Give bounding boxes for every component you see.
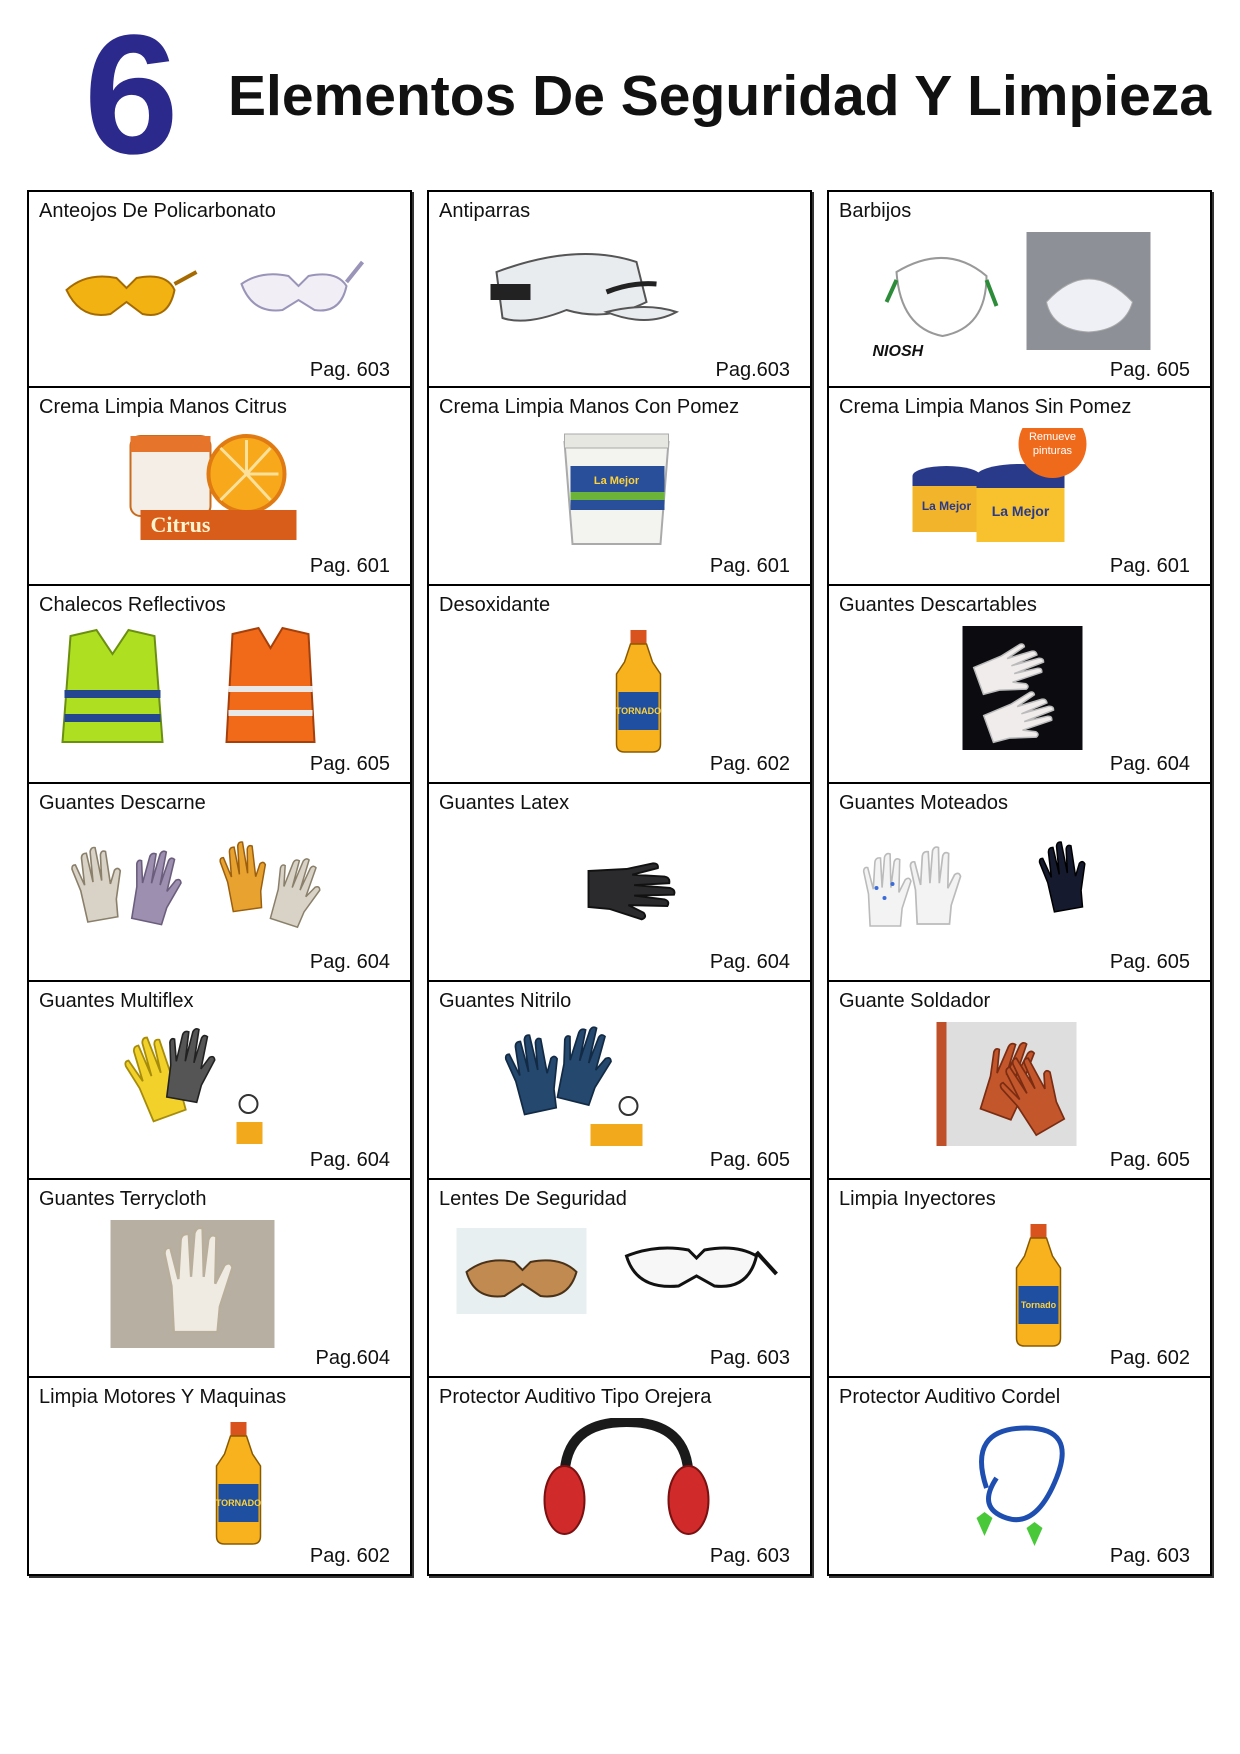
product-image bbox=[441, 1418, 798, 1540]
dotted-gloves-icon bbox=[841, 824, 1202, 952]
product-card[interactable] bbox=[427, 386, 812, 586]
product-name: Chalecos Reflectivos bbox=[39, 594, 226, 616]
svg-text:NIOSH: NIOSH bbox=[872, 343, 924, 360]
product-image bbox=[841, 232, 1198, 360]
product-card[interactable] bbox=[827, 1376, 1212, 1576]
svg-text:pinturas: pinturas bbox=[1032, 445, 1073, 457]
page-reference: Pag. 601 bbox=[309, 555, 390, 577]
bottle-icon bbox=[441, 626, 802, 754]
product-name: Anteojos De Policarbonato bbox=[39, 200, 276, 222]
multiflex-gloves-icon bbox=[41, 1022, 402, 1150]
page-reference: Pag. 604 bbox=[309, 1149, 390, 1171]
product-image bbox=[41, 428, 398, 550]
svg-text:Citrus: Citrus bbox=[150, 512, 211, 537]
page-reference: Pag. 603 bbox=[1109, 1545, 1190, 1567]
page-reference: Pag. 605 bbox=[1109, 359, 1190, 381]
svg-text:La Mejor: La Mejor bbox=[991, 503, 1050, 519]
bottle-icon bbox=[841, 1220, 1202, 1348]
product-card[interactable] bbox=[27, 584, 412, 784]
product-card[interactable] bbox=[427, 1376, 812, 1576]
safety-lenses-icon bbox=[441, 1220, 802, 1348]
product-card[interactable] bbox=[427, 190, 812, 390]
hand-cream-jar-icon bbox=[41, 428, 402, 556]
chapter-number: 6 bbox=[84, 0, 175, 190]
product-name: Guantes Latex bbox=[439, 792, 570, 814]
product-card[interactable] bbox=[427, 980, 812, 1180]
product-image bbox=[41, 1022, 398, 1144]
page-reference: Pag. 605 bbox=[309, 753, 390, 775]
product-image bbox=[441, 232, 798, 354]
product-image bbox=[41, 232, 398, 354]
corded-earplugs-icon bbox=[841, 1418, 1202, 1546]
product-image bbox=[41, 824, 398, 946]
product-name: Limpia Motores Y Maquinas bbox=[39, 1386, 287, 1408]
product-card[interactable] bbox=[827, 584, 1212, 784]
page-reference: Pag. 604 bbox=[309, 951, 390, 973]
terrycloth-glove-icon bbox=[41, 1220, 402, 1348]
page-reference: Pag.603 bbox=[715, 359, 790, 381]
product-card[interactable] bbox=[427, 1178, 812, 1378]
product-name: Guantes Terrycloth bbox=[39, 1188, 207, 1210]
product-name: Limpia Inyectores bbox=[839, 1188, 996, 1210]
goggles-icon bbox=[441, 232, 802, 360]
earmuffs-icon bbox=[441, 1418, 802, 1546]
product-image bbox=[841, 1418, 1198, 1540]
product-card[interactable] bbox=[427, 584, 812, 784]
dust-mask-icon bbox=[841, 232, 1202, 360]
product-image bbox=[41, 626, 398, 748]
page-reference: Pag. 602 bbox=[709, 753, 790, 775]
leather-gloves-icon bbox=[41, 824, 402, 952]
page-reference: Pag. 602 bbox=[1109, 1347, 1190, 1369]
page-reference: Pag. 604 bbox=[709, 951, 790, 973]
product-card[interactable] bbox=[27, 1178, 412, 1378]
nitrile-gloves-icon bbox=[441, 1022, 802, 1150]
product-image bbox=[841, 1022, 1198, 1144]
product-image bbox=[841, 626, 1198, 748]
svg-text:TORNADO: TORNADO bbox=[615, 706, 662, 716]
product-card[interactable] bbox=[27, 190, 412, 390]
reflective-vest-icon bbox=[41, 626, 402, 754]
page-reference: Pag. 604 bbox=[1109, 753, 1190, 775]
product-image bbox=[441, 1022, 798, 1144]
product-card[interactable] bbox=[27, 386, 412, 586]
product-name: Barbijos bbox=[839, 200, 912, 222]
product-card[interactable] bbox=[827, 190, 1212, 390]
page-title: Elementos De Seguridad Y Limpieza bbox=[228, 64, 1212, 128]
product-image bbox=[841, 1220, 1198, 1342]
product-name: Guantes Moteados bbox=[839, 792, 1008, 814]
product-card[interactable] bbox=[427, 782, 812, 982]
product-name: Antiparras bbox=[439, 200, 531, 222]
product-card[interactable] bbox=[27, 782, 412, 982]
product-name: Protector Auditivo Cordel bbox=[839, 1386, 1061, 1408]
svg-text:La Mejor: La Mejor bbox=[593, 475, 640, 487]
product-name: Desoxidante bbox=[439, 594, 551, 616]
safety-glasses-icon bbox=[41, 232, 402, 360]
page-reference: Pag. 602 bbox=[309, 1545, 390, 1567]
cream-bucket-icon bbox=[441, 428, 802, 556]
product-card[interactable] bbox=[827, 1178, 1212, 1378]
product-card[interactable] bbox=[827, 782, 1212, 982]
page-reference: Pag. 605 bbox=[1109, 1149, 1190, 1171]
product-image bbox=[441, 626, 798, 748]
product-image bbox=[441, 428, 798, 550]
product-card[interactable] bbox=[27, 980, 412, 1180]
svg-text:Tornado: Tornado bbox=[1020, 1300, 1057, 1310]
page-reference: Pag. 605 bbox=[709, 1149, 790, 1171]
welder-glove-icon bbox=[841, 1022, 1202, 1150]
product-card[interactable] bbox=[27, 1376, 412, 1576]
svg-text:Remueve: Remueve bbox=[1028, 431, 1077, 443]
product-name: Crema Limpia Manos Sin Pomez bbox=[839, 396, 1132, 418]
page-reference: Pag.604 bbox=[315, 1347, 390, 1369]
product-image bbox=[841, 824, 1198, 946]
product-name: Crema Limpia Manos Con Pomez bbox=[439, 396, 740, 418]
product-name: Protector Auditivo Tipo Orejera bbox=[439, 1386, 712, 1408]
page-reference: Pag. 601 bbox=[709, 555, 790, 577]
product-name: Guantes Multiflex bbox=[39, 990, 194, 1012]
product-name: Guantes Descarne bbox=[39, 792, 206, 814]
svg-text:TORNADO: TORNADO bbox=[215, 1498, 262, 1508]
product-image bbox=[441, 1220, 798, 1342]
disposable-gloves-icon bbox=[841, 626, 1202, 754]
product-name: Lentes De Seguridad bbox=[439, 1188, 627, 1210]
product-image bbox=[41, 1220, 398, 1342]
page-reference: Pag. 605 bbox=[1109, 951, 1190, 973]
svg-text:La Mejor: La Mejor bbox=[921, 499, 972, 513]
page-reference: Pag. 603 bbox=[309, 359, 390, 381]
latex-glove-icon bbox=[441, 824, 802, 952]
cream-tins-icon bbox=[841, 428, 1202, 556]
product-image bbox=[841, 428, 1198, 550]
page-reference: Pag. 603 bbox=[709, 1347, 790, 1369]
product-card[interactable] bbox=[827, 980, 1212, 1180]
product-name: Guantes Nitrilo bbox=[439, 990, 572, 1012]
product-card[interactable] bbox=[827, 386, 1212, 586]
product-name: Guante Soldador bbox=[839, 990, 991, 1012]
product-name: Guantes Descartables bbox=[839, 594, 1037, 616]
product-image bbox=[41, 1418, 398, 1540]
product-name: Crema Limpia Manos Citrus bbox=[39, 396, 287, 418]
product-image bbox=[441, 824, 798, 946]
bottle-icon bbox=[41, 1418, 402, 1546]
page-reference: Pag. 603 bbox=[709, 1545, 790, 1567]
page-reference: Pag. 601 bbox=[1109, 555, 1190, 577]
